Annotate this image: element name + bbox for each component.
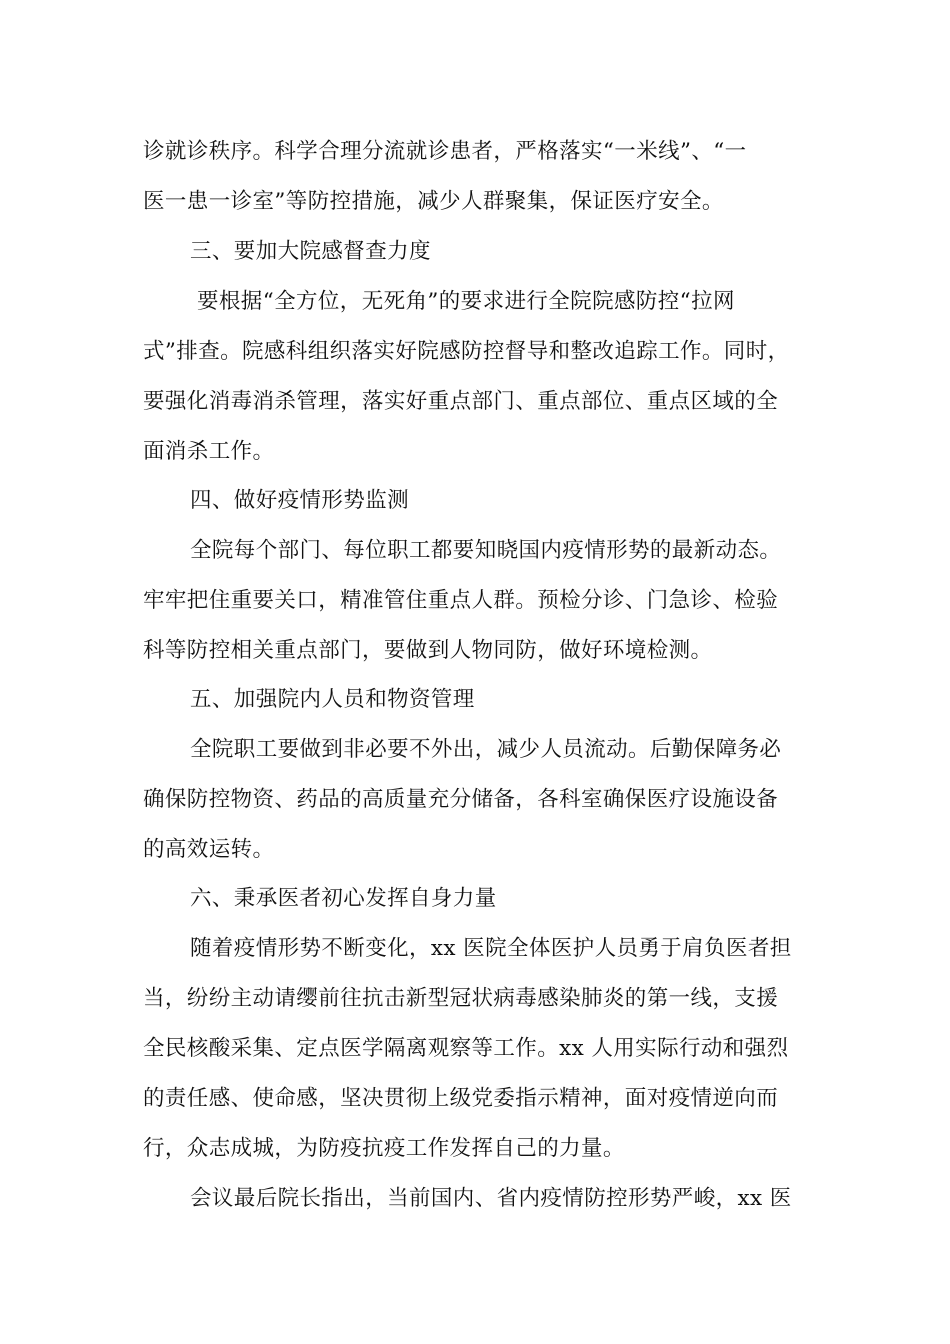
section-heading: 三、要加大院感督查力度 — [190, 239, 431, 264]
paragraph-first-line: 随着疫情形势不断变化，xx 医院全体医护人员勇于肩负医者担 — [190, 936, 792, 961]
body-line: 诊就诊秩序。科学合理分流就诊患者，严格落实“一米线”、“一 — [143, 139, 747, 164]
body-line: 牢牢把住重要关口，精准管住重点人群。预检分诊、门急诊、检验 — [143, 588, 779, 613]
paragraph-first-line: 全院每个部门、每位职工都要知晓国内疫情形势的最新动态。 — [190, 538, 782, 563]
paragraph-first-line: 要根据“全方位，无死角”的要求进行全院院感防控“拉网 — [197, 289, 735, 314]
body-line: 确保防控物资、药品的高质量充分储备，各科室确保医疗设施设备 — [143, 787, 779, 812]
section-heading: 五、加强院内人员和物资管理 — [190, 687, 475, 712]
body-line: 的责任感、使命感，坚决贯彻上级党委指示精神，面对疫情逆向而 — [143, 1086, 779, 1111]
body-line: 的高效运转。 — [143, 837, 275, 862]
body-line: 式”排查。院感科组织落实好院感防控督导和整改追踪工作。同时， — [143, 339, 790, 364]
section-heading: 四、做好疫情形势监测 — [190, 488, 410, 513]
body-line: 面消杀工作。 — [143, 439, 275, 464]
body-line: 全民核酸采集、定点医学隔离观察等工作。xx 人用实际行动和强烈 — [143, 1036, 789, 1061]
body-line: 医一患一诊室”等防控措施，减少人群聚集，保证医疗安全。 — [143, 189, 724, 214]
body-line: 行，众志成城，为防疫抗疫工作发挥自己的力量。 — [143, 1136, 625, 1161]
body-line: 要强化消毒消杀管理，落实好重点部门、重点部位、重点区域的全 — [143, 389, 779, 414]
body-line: 科等防控相关重点部门，要做到人物同防，做好环境检测。 — [143, 638, 713, 663]
paragraph-first-line: 会议最后院长指出，当前国内、省内疫情防控形势严峻，xx 医 — [190, 1186, 792, 1211]
body-line: 当，纷纷主动请缨前往抗击新型冠状病毒感染肺炎的第一线，支援 — [143, 986, 779, 1011]
paragraph-first-line: 全院职工要做到非必要不外出，减少人员流动。后勤保障务必 — [190, 737, 782, 762]
section-heading: 六、秉承医者初心发挥自身力量 — [190, 886, 497, 911]
